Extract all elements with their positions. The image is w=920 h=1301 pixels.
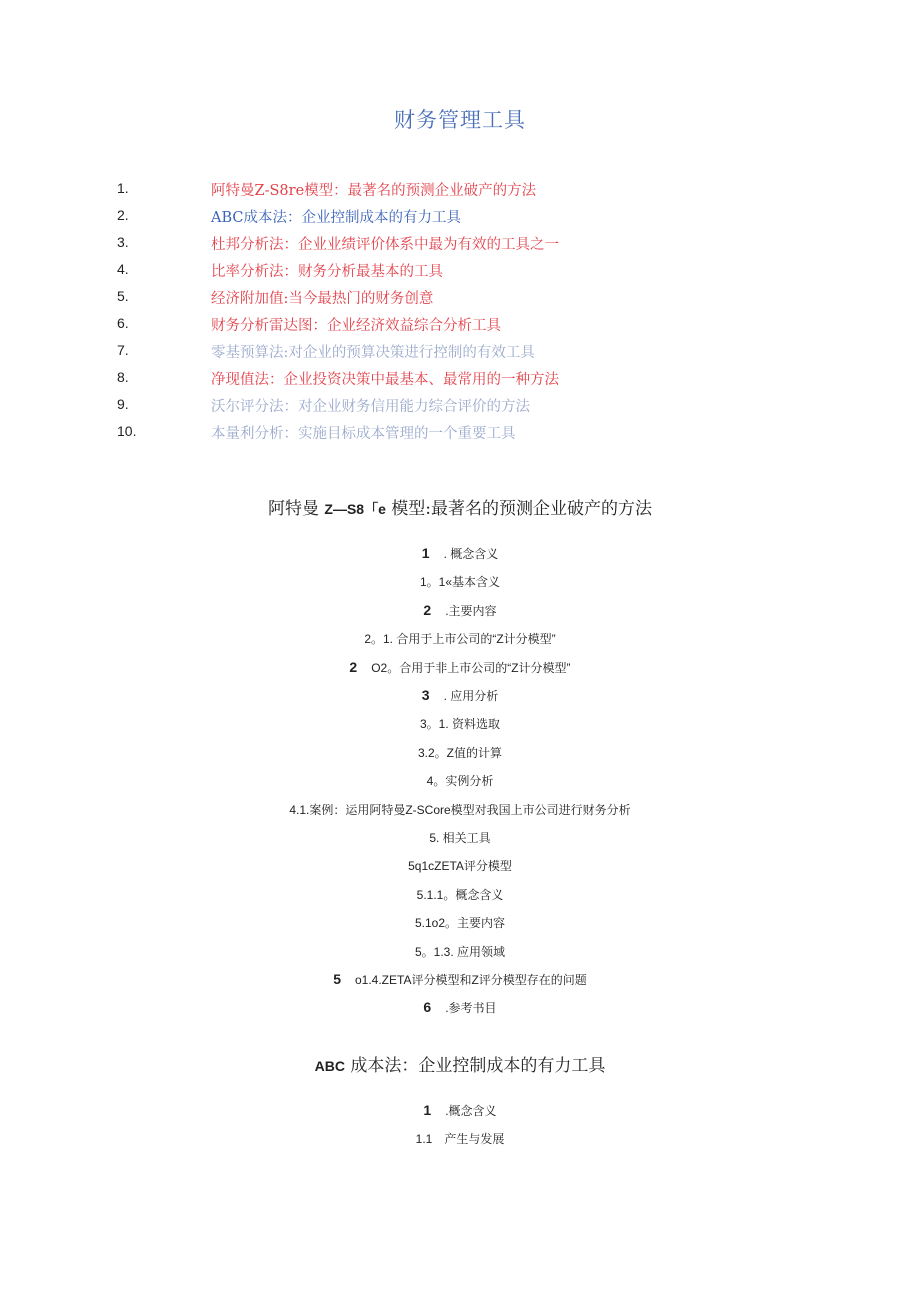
toc-item-number: 10.: [117, 423, 137, 439]
toc-item-number: 3.: [117, 234, 129, 250]
outline-item-number: 5: [333, 971, 341, 987]
outline-item-text: 3.2。Z值的计算: [417, 745, 502, 760]
outline-item-number: 1: [421, 545, 430, 561]
toc-item-number: 8.: [117, 369, 129, 385]
outline-item: [0, 630, 920, 647]
toc-item-number: 4.: [117, 261, 129, 277]
toc-item-title[interactable]: 沃尔评分法：对企业财务信用能力综合评价的方法: [211, 399, 530, 415]
toc-item[interactable]: [0, 392, 920, 419]
toc-item-title[interactable]: 本量利分析：实施目标成本管理的一个重要工具: [211, 426, 516, 442]
heading-abc-code: ABC: [314, 1058, 345, 1074]
outline-item-number: 3: [421, 687, 430, 703]
outline-item-text: .参考书目: [445, 1001, 497, 1016]
toc-item-number: 7.: [117, 342, 129, 358]
heading-prefix: 阿特曼: [267, 499, 319, 519]
outline-item: [0, 886, 920, 903]
toc-item-title[interactable]: 比率分析法：财务分析最基本的工具: [211, 264, 443, 280]
outline-item-text: 5。1.3. 应用领域: [414, 944, 506, 959]
table-of-contents: [0, 176, 920, 446]
outline-item: [0, 573, 920, 590]
outline-item: [0, 999, 920, 1016]
outline-item-text: .主要内容: [445, 603, 497, 618]
toc-item[interactable]: [0, 176, 920, 203]
toc-item[interactable]: [0, 311, 920, 338]
toc-item[interactable]: [0, 203, 920, 230]
outline-item-number: 2: [349, 658, 358, 675]
heading-suffix: 模型:最著名的预测企业破产的方法: [391, 499, 652, 519]
toc-item-title[interactable]: 阿特曼Z-S8re模型：最著名的预测企业破产的方法: [211, 183, 537, 199]
outline-item-text: 2。1. 合用于上市公司的“Z计分模型”: [364, 632, 556, 647]
outline-item: [0, 1130, 920, 1147]
toc-item[interactable]: [0, 338, 920, 365]
toc-item[interactable]: [0, 284, 920, 311]
outline-item: [0, 687, 920, 704]
toc-item-title[interactable]: 财务分析雷达图：企业经济效益综合分析工具: [211, 318, 501, 334]
outline-item: [0, 715, 920, 732]
outline-item-text: 4。实例分析: [426, 774, 494, 789]
outline-item-text: 5. 相关工具: [429, 831, 491, 845]
outline-item-text: 5q1cZETA评分模型: [408, 859, 512, 874]
outline-item: [0, 914, 920, 931]
outline-item-text: 4.1.案例：运用阿特曼Z-SCore模型对我国上市公司进行财务分析: [289, 802, 631, 817]
outline-item-number: 1: [423, 1102, 432, 1118]
toc-item-title[interactable]: 经济附加值:当今最热门的财务创意: [211, 291, 434, 307]
outline-item-text: o1.4.ZETA评分模型和Z评分模型存在的问题: [354, 973, 587, 987]
outline-item: [0, 971, 920, 988]
outline-item-number: 6: [423, 999, 432, 1016]
outline-item-text: O2。合用于非上市公司的“Z计分模型”: [371, 660, 571, 675]
heading-model-code: Z—S8「e: [324, 501, 386, 517]
outline-item: [0, 772, 920, 789]
section-heading-abc: [0, 1051, 920, 1076]
heading-abc-suffix: 成本法：企业控制成本的有力工具: [350, 1056, 606, 1076]
outline-item-text: 5.1o2。主要内容: [414, 916, 506, 931]
outline-item-text: 5.1.1。概念含义: [416, 887, 504, 902]
toc-item-number: 9.: [117, 396, 129, 412]
toc-item-title[interactable]: 零基预算法:对企业的预算决策进行控制的有效工具: [211, 345, 535, 361]
outline-item: [0, 1102, 920, 1119]
toc-item[interactable]: [0, 419, 920, 446]
outline-item: [0, 659, 920, 676]
outline-item: [0, 857, 920, 874]
outline-item-text: .概念含义: [445, 1104, 497, 1118]
toc-item[interactable]: [0, 365, 920, 392]
toc-item[interactable]: [0, 257, 920, 284]
outline-item-text: . 应用分析: [443, 689, 499, 703]
outline-item: [0, 801, 920, 818]
outline-item-number: 2: [423, 601, 432, 618]
toc-item[interactable]: [0, 230, 920, 257]
toc-item-title[interactable]: 净现值法：企业投资决策中最基本、最常用的一种方法: [211, 372, 559, 388]
outline-item-text: 1.1 产生与发展: [415, 1132, 505, 1147]
outline-item-text: 3。1. 资料选取: [419, 717, 501, 732]
toc-item-number: 1.: [117, 180, 129, 196]
outline-item-text: 1。1«基本含义: [419, 575, 501, 590]
outline-item: [0, 545, 920, 562]
outline-item: [0, 943, 920, 960]
section-heading-altman: [0, 494, 920, 519]
toc-item-number: 5.: [117, 288, 129, 304]
toc-item-number: 2.: [117, 207, 129, 223]
page-title: 财务管理工具: [394, 108, 526, 132]
outline-item: [0, 829, 920, 846]
outline-item-text: . 概念含义: [443, 547, 499, 561]
outline-item: [0, 602, 920, 619]
outline-item: [0, 744, 920, 761]
toc-item-title[interactable]: 杜邦分析法：企业业绩评价体系中最为有效的工具之一: [211, 237, 559, 253]
toc-item-number: 6.: [117, 315, 129, 331]
toc-item-title[interactable]: ABC成本法：企业控制成本的有力工具: [211, 210, 461, 226]
